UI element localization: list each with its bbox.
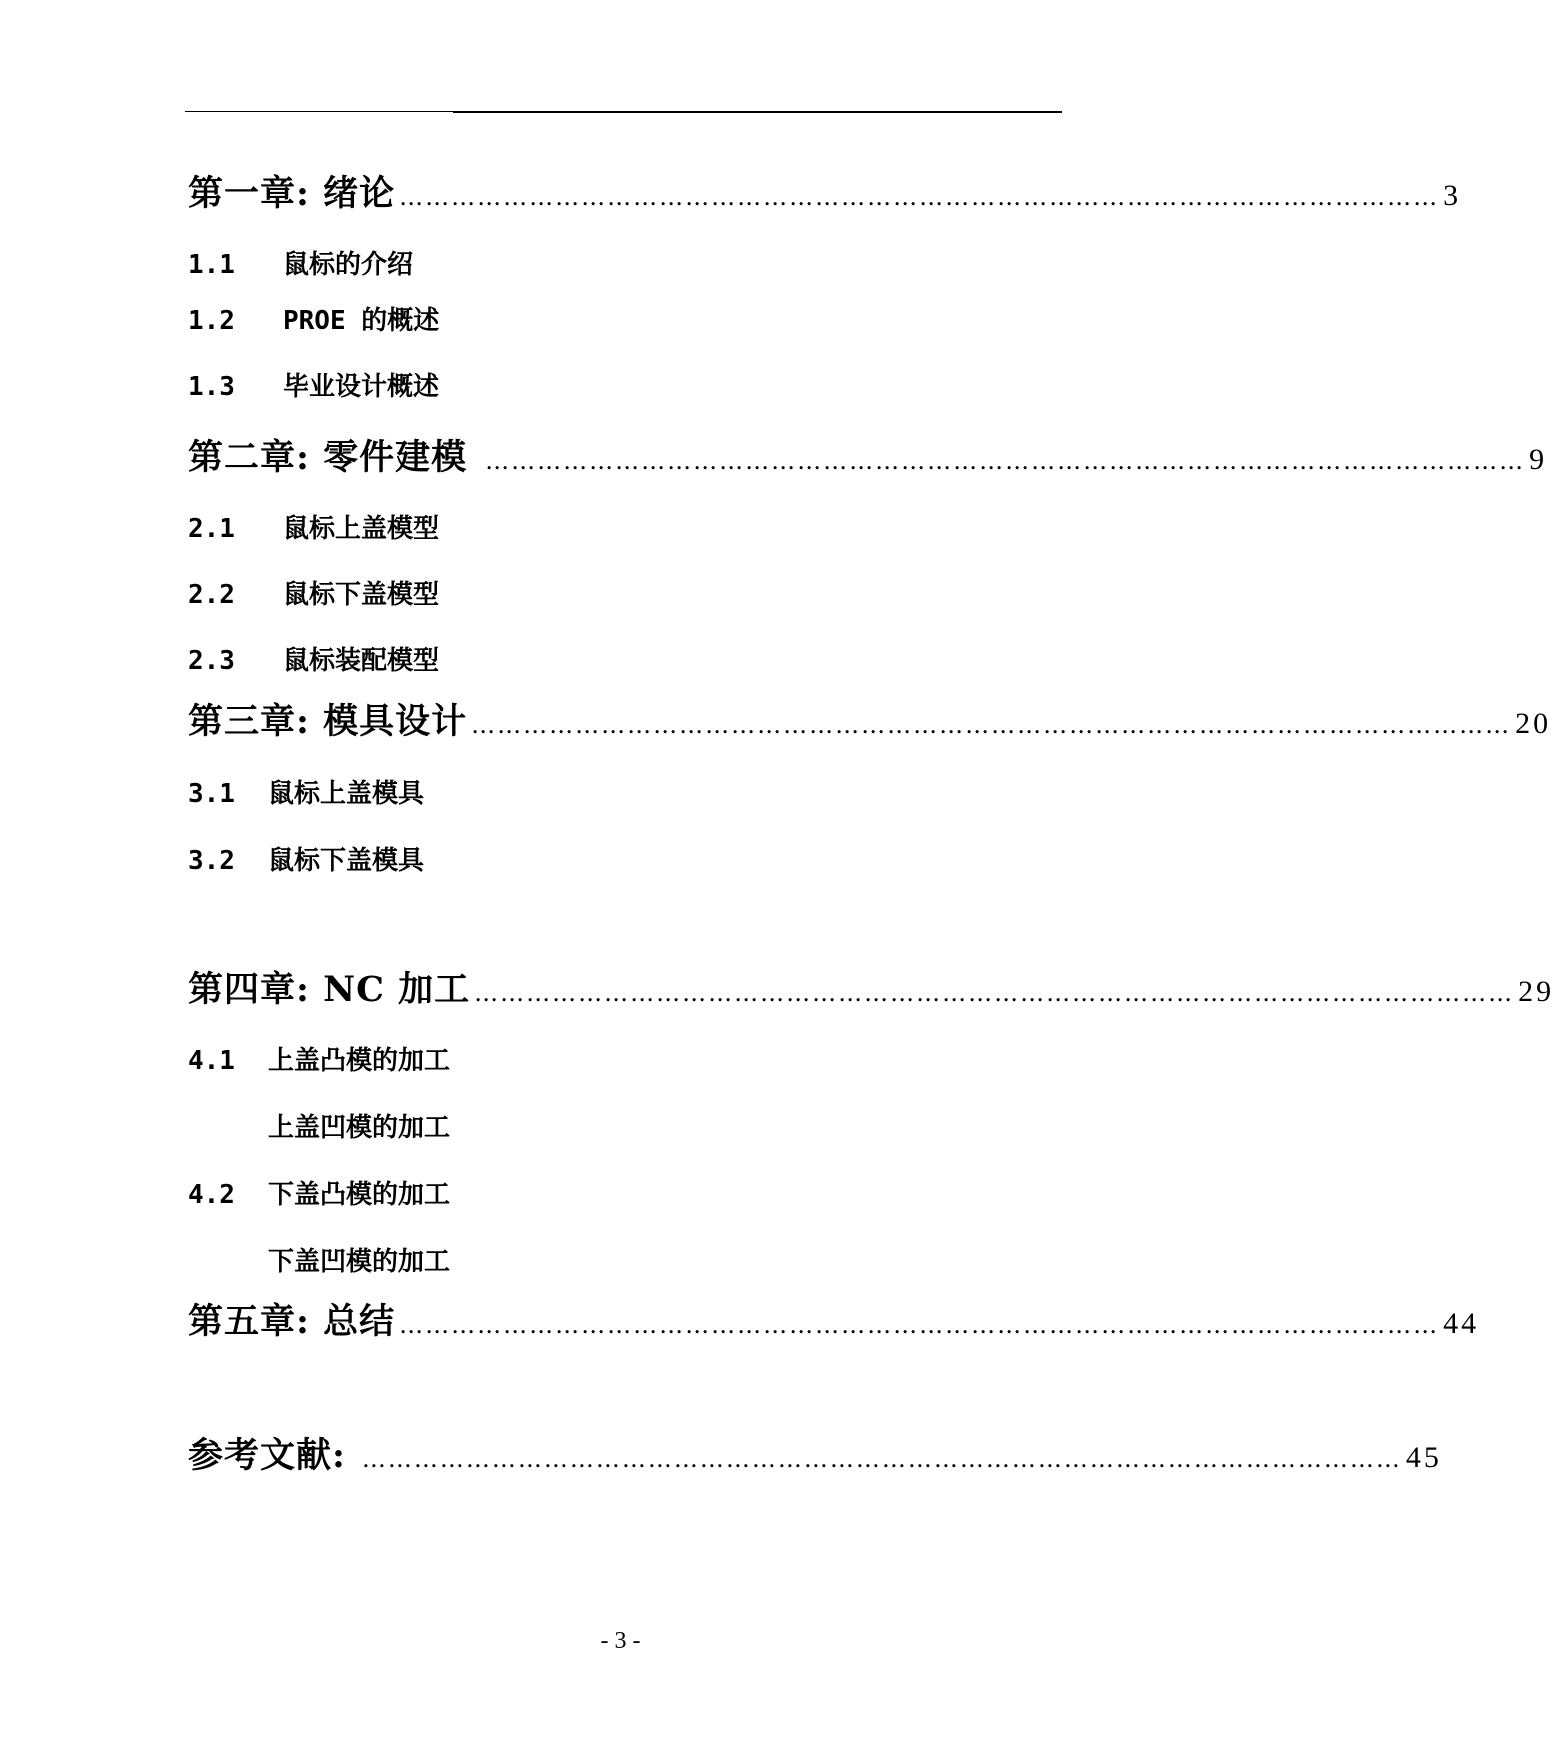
section-number: 2.2 (188, 580, 235, 610)
dot-leader: ………………………………………………………………………………………………………… (361, 1445, 1402, 1473)
dot-leader: ………………………………………………………………………………………………………… (471, 711, 1512, 739)
dot-leader: ………………………………………………………………………………………………………… (485, 447, 1526, 475)
section-title: 上盖凹模的加工 (268, 1113, 451, 1143)
section-title: 鼠标下盖模型 (283, 580, 440, 610)
toc-chapter-4[interactable] (188, 962, 1554, 1012)
page-number: 44 (1443, 1307, 1480, 1340)
section-title: PROE 的概述 (283, 306, 440, 336)
chapter-title: 第三章: 模具设计 (188, 701, 468, 742)
section-number: 1.2 (188, 306, 235, 336)
toc-section-4-2[interactable] (188, 1174, 1062, 1211)
page-footer: - 3 - (600, 1628, 641, 1654)
toc-chapter-2[interactable] (188, 430, 1548, 480)
chapter-title: 第四章: NC 加工 (188, 969, 471, 1010)
toc-section-2-3[interactable] (188, 640, 1062, 677)
toc-section-1-1[interactable] (188, 244, 1062, 281)
section-title: 鼠标下盖模具 (268, 846, 425, 876)
toc-section-3-2[interactable] (188, 840, 1062, 877)
dot-leader: ………………………………………………………………………………………………………… (399, 1311, 1440, 1339)
toc-section-4-1[interactable] (188, 1040, 1062, 1077)
section-number: 1.1 (188, 250, 235, 280)
section-number: 4.2 (188, 1180, 235, 1210)
page-number: 45 (1405, 1441, 1442, 1474)
toc-section-1-2[interactable] (188, 300, 1062, 337)
toc-section-1-3[interactable] (188, 366, 1062, 403)
section-title: 鼠标上盖模型 (283, 514, 440, 544)
toc-chapter-3[interactable] (188, 694, 1552, 744)
chapter-title: 参考文献: (188, 1435, 346, 1476)
toc-section-2-2[interactable] (188, 574, 1062, 611)
section-title: 上盖凸模的加工 (268, 1046, 451, 1076)
dot-leader: ………………………………………………………………………………………………………… (399, 183, 1440, 211)
section-title: 下盖凹模的加工 (268, 1247, 451, 1277)
page-number: 20 (1515, 707, 1552, 740)
chapter-title: 第二章: 零件建模 (188, 437, 468, 478)
toc-section-2-1[interactable] (188, 508, 1062, 545)
toc-chapter-1[interactable] (188, 166, 1462, 216)
section-number: 3.2 (188, 846, 235, 876)
chapter-title: 第一章: 绪论 (188, 173, 396, 214)
section-number: 1.3 (188, 372, 235, 402)
toc-section-3-1[interactable] (188, 773, 1062, 810)
page-number: 9 (1529, 443, 1548, 476)
chapter-title: 第五章: 总结 (188, 1301, 396, 1342)
section-number: 2.1 (188, 514, 235, 544)
section-title: 鼠标上盖模具 (268, 779, 425, 809)
section-title: 毕业设计概述 (283, 372, 440, 402)
section-number: 4.1 (188, 1046, 235, 1076)
dot-leader: ………………………………………………………………………………………………………… (474, 979, 1515, 1007)
toc-subsection-4-2-b[interactable] (188, 1241, 1062, 1278)
page-number: 3 (1443, 179, 1462, 212)
section-title: 鼠标的介绍 (283, 250, 414, 280)
header-rule-thick (453, 111, 1062, 113)
section-number: 3.1 (188, 779, 235, 809)
section-title: 下盖凸模的加工 (268, 1180, 451, 1210)
toc-references[interactable] (188, 1428, 1442, 1478)
toc-chapter-5[interactable] (188, 1294, 1480, 1344)
section-number: 2.3 (188, 646, 235, 676)
toc-subsection-4-1-b[interactable] (188, 1107, 1062, 1144)
section-title: 鼠标装配模型 (283, 646, 440, 676)
page-number: 29 (1518, 975, 1554, 1008)
